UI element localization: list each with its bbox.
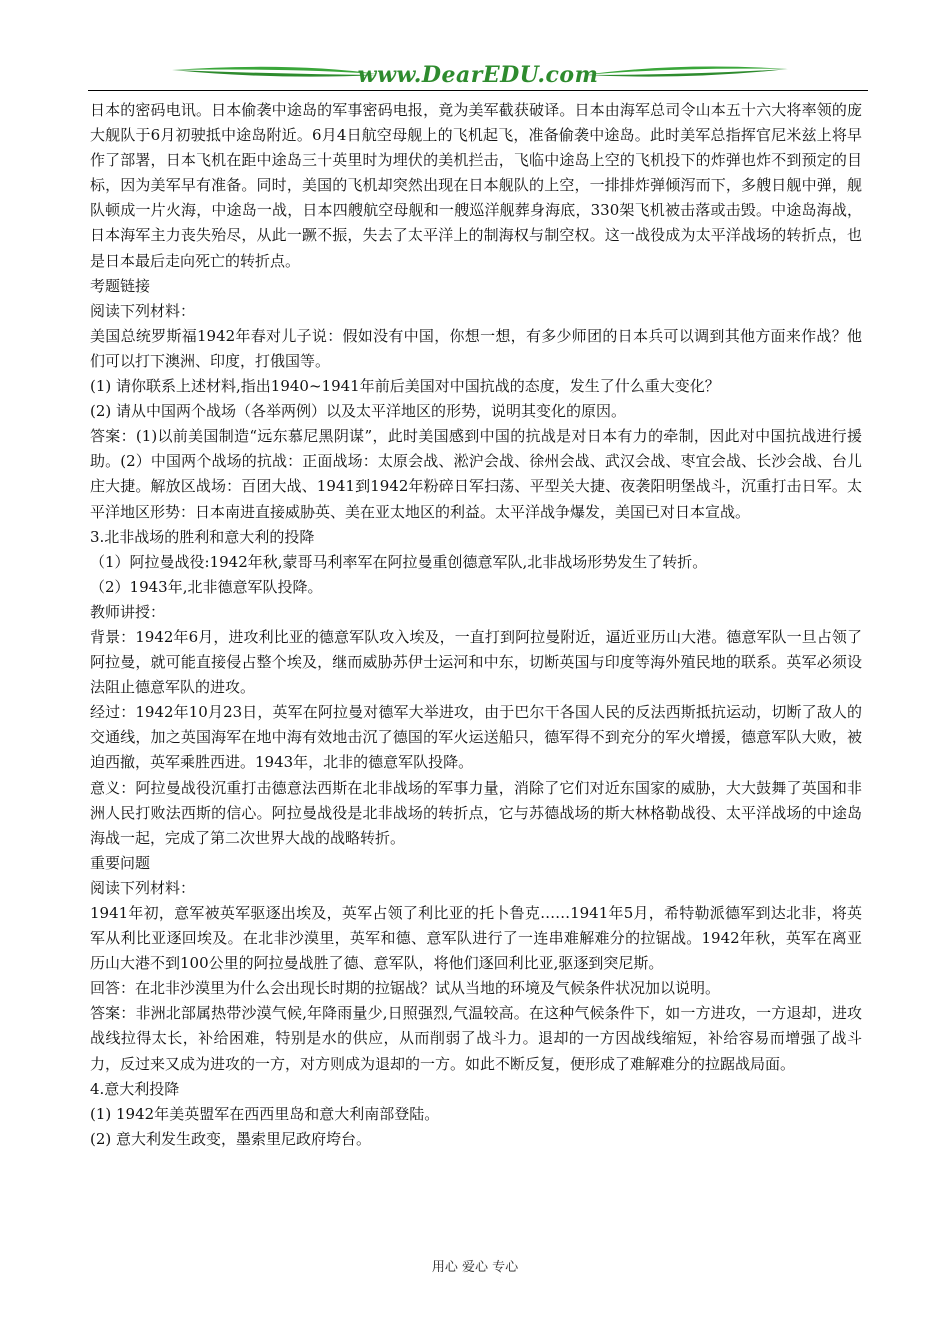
paragraph-background: 背景：1942年6月，进攻利比亚的德意军队攻入埃及，一直打到阿拉曼附近，逼近亚历山大港。德意军队一旦占领了阿拉曼，就可能直接侵占整个埃及，继而威胁苏伊士运河和中东，切断英国与印度等海外殖民地的联系。英军必须设法阻止德意军队的进攻。: [90, 627, 862, 697]
heading-exam-link: 考题链接: [90, 276, 151, 295]
list-item-alamein: （1）阿拉曼战役:1942年秋,蒙哥马利率军在阿拉曼重创德意军队,北非战场形势发生了转折。: [90, 552, 708, 571]
site-url-logo-text: www.DearEDU.com: [357, 62, 599, 88]
question-2: (2) 请从中国两个战场（各举两例）以及太平洋地区的形势，说明其变化的原因。: [90, 402, 627, 421]
section-heading-italy: 4.意大利投降: [90, 1079, 180, 1098]
list-item-sicily-landing: (1) 1942年美英盟军在西西里岛和意大利南部登陆。: [90, 1104, 440, 1123]
answer-paragraph: 答案：(1)以前美国制造“远东慕尼黑阴谋”，此时美国感到中国的抗战是对日本有力的牵制，因此对中国抗战进行援助。(2）中国两个战场的抗战：正面战场：太原会战、淞沪会战、徐州会战、武汉会战、枣宜会战、长沙会战、台儿庄大捷。解放区战场：百团大战、1941到1942年粉碎日军扫荡、平型关大捷、夜袭阳明堡战斗，沉重打击日军。太平洋地区形势：日本南进直接威胁英、美在亚太地区的利益。太平洋战争爆发，美国已对日本宣战。: [90, 427, 862, 521]
section-heading-north-africa: 3.北非战场的胜利和意大利的投降: [90, 527, 315, 546]
reading-prompt: 阅读下列材料：: [90, 301, 196, 320]
heading-important-question: 重要问题: [90, 853, 151, 872]
paragraph-process: 经过：1942年10月23日，英军在阿拉曼对德军大举进攻，由于巴尔干各国人民的反法西斯抵抗运动，切断了敌人的交通线，加之英国海军在地中海有效地击沉了德国的军火运送船只，德军得不到充分的军火增援，德意军队大败，被迫西撤，英军乘胜西进。1943年，北非的德意军队投降。: [90, 703, 862, 772]
question-desert: 回答：在北非沙漠里为什么会出现长时期的拉锯战？试从当地的环境及气候条件状况加以说明。: [90, 979, 721, 998]
list-item-surrender: （2）1943年,北非德意军队投降。: [90, 577, 323, 596]
paragraph-midway-battle: 日本的密码电讯。日本偷袭中途岛的军事密码电报，竟为美军截获破译。日本由海军总司令山本五十六大将率领的庞大舰队于6月初驶抵中途岛附近。6月4日航空母舰上的飞机起飞，准备偷袭中途岛。此时美军总指挥官尼米兹上将早作了部署，日本飞机在距中途岛三十英里时为埋伏的美机拦击，飞临中途岛上空的飞机投下的炸弹也炸不到预定的目标，因为美军早有准备。同时，美国的飞机却突然出现在日本舰队的上空，一排排炸弹倾泻而下，多艘日舰中弹，舰队顿成一片火海，中途岛一战，日本四艘航空母舰和一艘巡洋舰葬身海底，330架飞机被击落或击毁。中途岛海战，日本海军主力丧失殆尽，从此一蹶不振，失去了太平洋上的制海权与制空权。这一战役成为太平洋战场的转折点，也是日本最后走向死亡的转折点。: [90, 101, 862, 270]
page-header: [88, 58, 868, 102]
question-1: (1) 请你联系上述材料,指出1940~1941年前后美国对中国抗战的态度，发生了什么重大变化？: [90, 377, 720, 396]
document-body: [90, 98, 862, 1152]
reading-prompt-2: 阅读下列材料：: [90, 878, 196, 897]
answer-desert: 答案：非洲北部属热带沙漠气候,年降雨量少,日照强烈,气温较高。在这种气候条件下，如一方进攻，一方退却，进攻战线拉得太长，补给困难，特别是水的供应，从而削弱了战斗力。退却的一方因战线缩短，补给容易而增强了战斗力，反过来又成为进攻的一方，对方则成为退却的一方。如此不断反复，便形成了难解难分的拉踞战局面。: [90, 1004, 862, 1073]
header-rule: [88, 90, 868, 91]
page-footer: 用心 爱心 专心: [431, 1260, 519, 1275]
list-item-coup: (2) 意大利发生政变，墨索里尼政府垮台。: [90, 1129, 372, 1148]
material-roosevelt: 美国总统罗斯福1942年春对儿子说：假如没有中国，你想一想，有多少师团的日本兵可以调到其他方面来作战？他们可以打下澳洲、印度，打俄国等。: [90, 326, 862, 370]
material-desert-war: 1941年初，意军被英军驱逐出埃及，英军占领了利比亚的托卜鲁克……1941年5月，希特勒派德军到达北非，将英军从利比亚逐回埃及。在北非沙漠里，英军和德、意军队进行了一连串难解难分的拉锯战。1942年秋，英军在离亚历山大港不到100公里的阿拉曼战胜了德、意军队，将他们逐回利比亚,驱逐到突尼斯。: [90, 904, 862, 973]
paragraph-significance: 意义：阿拉曼战役沉重打击德意法西斯在北非战场的军事力量，消除了它们对近东国家的威胁，大大鼓舞了英国和非洲人民打败法西斯的信心。阿拉曼战役是北非战场的转折点，它与苏德战场的斯大林格勒战役、太平洋战场的中途岛海战一起，完成了第二次世界大战的战略转折。: [90, 778, 862, 847]
heading-teacher-lecture: 教师讲授：: [90, 602, 166, 621]
